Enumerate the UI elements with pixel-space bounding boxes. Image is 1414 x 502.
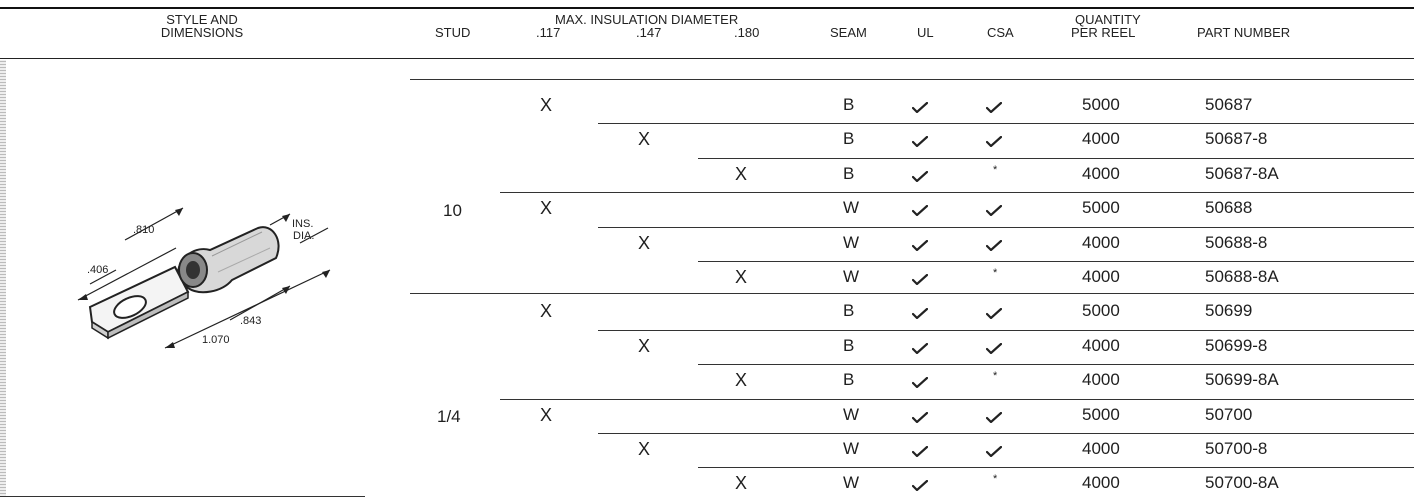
dim-1070: 1.070 (202, 334, 230, 346)
csa-check-icon (986, 134, 1002, 145)
part-number: 50688-8A (1205, 267, 1279, 286)
ul-check-icon (912, 410, 928, 421)
insulation-mark-147: X (638, 439, 651, 459)
part-number: 50699 (1205, 301, 1253, 321)
seam-value: B (843, 370, 855, 390)
csa-asterisk: * (993, 267, 998, 279)
insulation-mark-117: X (540, 404, 553, 425)
table-row (0, 365, 1414, 396)
table-row (0, 193, 1414, 224)
csa-check-icon (986, 100, 1002, 111)
quantity-per-reel: 4000 (1082, 335, 1120, 355)
header-style-line2: DIMENSIONS (160, 25, 244, 40)
table-row (0, 434, 1414, 465)
insulation-mark-147: X (638, 129, 651, 150)
quantity-per-reel: 5000 (1082, 198, 1120, 218)
header-dia-180: .180 (734, 25, 760, 40)
part-number: 50699-8 (1205, 335, 1268, 355)
csa-asterisk: * (993, 163, 998, 176)
header-stud: STUD (435, 25, 471, 40)
header-seam: SEAM (830, 25, 867, 40)
quantity-per-reel: 4000 (1082, 267, 1120, 286)
part-number: 50687 (1205, 95, 1253, 114)
quantity-per-reel: 4000 (1082, 232, 1120, 252)
seam-value: W (843, 232, 860, 252)
seam-value: W (843, 404, 860, 424)
dim-ins: INS. (292, 218, 314, 230)
ul-check-icon (912, 134, 928, 145)
part-number: 50700-8A (1205, 473, 1279, 493)
table-row (0, 159, 1414, 190)
header-part-number: PART NUMBER (1197, 25, 1291, 40)
ul-check-icon (912, 203, 928, 214)
stud-label-quarter: 1/4 (437, 407, 461, 426)
table-row (0, 331, 1414, 362)
csa-check-icon (986, 203, 1002, 214)
part-number: 50699-8A (1205, 370, 1279, 390)
insulation-mark-147: X (638, 335, 651, 356)
quantity-per-reel: 5000 (1082, 95, 1120, 114)
seam-value: B (843, 95, 855, 114)
seam-value: B (843, 301, 855, 321)
dim-dia: DIA. (293, 230, 315, 242)
csa-asterisk: * (993, 473, 998, 486)
quantity-per-reel: 5000 (1082, 301, 1120, 321)
seam-value: W (843, 198, 860, 218)
ul-check-icon (912, 238, 928, 249)
header-ul: UL (917, 25, 934, 40)
seam-value: B (843, 163, 855, 183)
quantity-per-reel: 5000 (1082, 404, 1120, 424)
ul-check-icon (912, 272, 928, 283)
table-row (0, 124, 1414, 155)
quantity-per-reel: 4000 (1082, 163, 1120, 183)
seam-value: B (843, 129, 855, 149)
part-number: 50687-8A (1205, 163, 1279, 183)
csa-asterisk: * (993, 370, 998, 383)
ul-check-icon (912, 306, 928, 317)
header-quantity-line2: PER REEL (1071, 25, 1136, 40)
quantity-per-reel: 4000 (1082, 370, 1120, 390)
seam-value: W (843, 473, 860, 493)
table-row (0, 400, 1414, 431)
table-row (0, 90, 1414, 121)
group-separator-rule (410, 293, 1414, 294)
dim-810: .810 (133, 224, 155, 236)
quantity-per-reel: 4000 (1082, 129, 1120, 149)
table-row (0, 296, 1414, 327)
table-row (0, 262, 1414, 293)
table-row (0, 468, 1414, 499)
header-style-line1: STYLE AND (166, 12, 238, 27)
part-number: 50688 (1205, 198, 1253, 218)
group-top-rule (410, 79, 1414, 80)
seam-value: W (843, 267, 860, 286)
ul-check-icon (912, 375, 928, 386)
header-dia-117: .117 (536, 25, 561, 40)
insulation-mark-117: X (540, 301, 553, 322)
csa-check-icon (986, 410, 1002, 421)
ul-check-icon (912, 169, 928, 180)
dim-843: .843 (240, 315, 262, 327)
part-number: 50700 (1205, 404, 1253, 424)
ul-check-icon (912, 478, 928, 489)
csa-check-icon (986, 341, 1002, 352)
insulation-mark-117: X (540, 198, 553, 219)
ul-check-icon (912, 444, 928, 455)
part-number: 50700-8 (1205, 439, 1268, 458)
csa-check-icon (986, 306, 1002, 317)
seam-value: W (843, 439, 860, 458)
part-number: 50687-8 (1205, 129, 1268, 149)
insulation-mark-180: X (735, 370, 748, 391)
insulation-mark-117: X (540, 95, 553, 115)
insulation-mark-147: X (638, 232, 651, 253)
ul-check-icon (912, 341, 928, 352)
ul-check-icon (912, 100, 928, 111)
table-row (0, 228, 1414, 259)
header-quantity-line1: QUANTITY (1075, 12, 1141, 27)
top-rule (0, 7, 1414, 9)
csa-check-icon (986, 444, 1002, 455)
header-max-insulation: MAX. INSULATION DIAMETER (555, 12, 739, 27)
quantity-per-reel: 4000 (1082, 439, 1120, 458)
dim-406: .406 (87, 264, 109, 276)
insulation-mark-180: X (735, 267, 748, 287)
seam-value: B (843, 335, 855, 355)
part-number: 50688-8 (1205, 232, 1268, 252)
insulation-mark-180: X (735, 163, 748, 184)
header-rule (0, 58, 1414, 59)
header-csa: CSA (987, 25, 1014, 40)
stud-label-10: 10 (443, 201, 462, 220)
insulation-mark-180: X (735, 473, 748, 494)
header-dia-147: .147 (636, 25, 662, 40)
csa-check-icon (986, 238, 1002, 249)
quantity-per-reel: 4000 (1082, 473, 1120, 493)
